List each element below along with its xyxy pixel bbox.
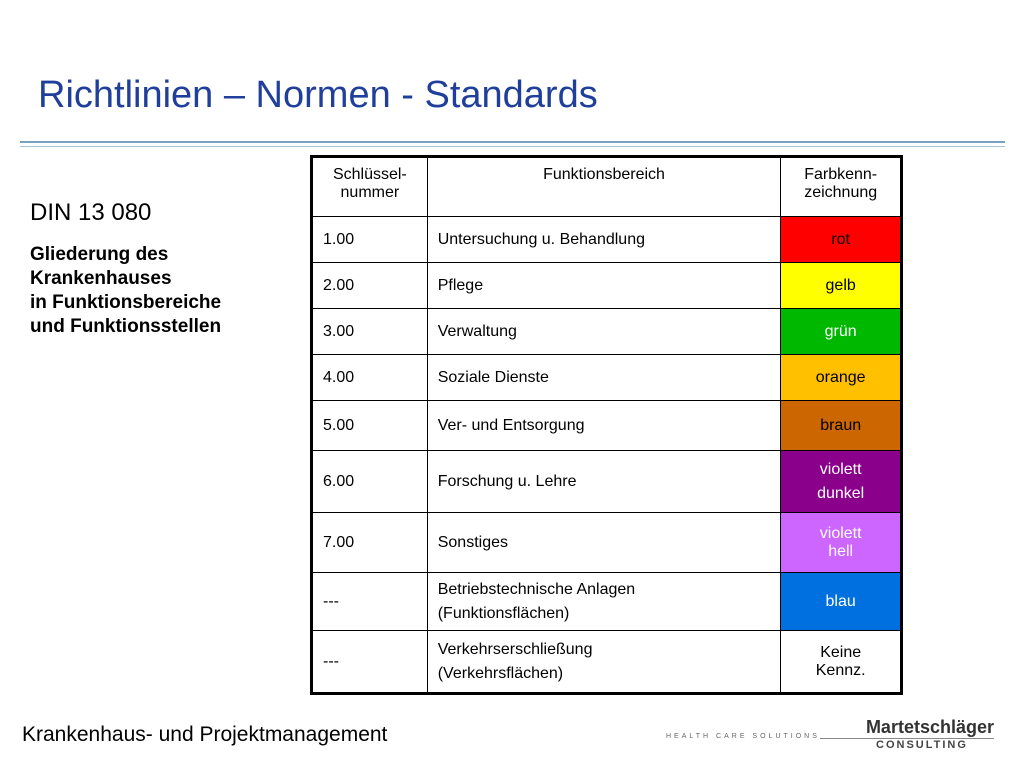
function-line: (Funktionsflächen) — [437, 604, 570, 622]
row-function-area — [427, 451, 781, 513]
table-row — [312, 451, 902, 513]
row-color-code — [781, 355, 902, 401]
table-row — [312, 263, 902, 309]
description-line: Krankenhauses — [30, 268, 172, 289]
color-label: orange — [815, 368, 866, 386]
title-divider — [20, 141, 1005, 143]
function-line: (Verkehrsflächen) — [437, 664, 564, 682]
table-header-row — [312, 157, 902, 217]
row-color-code — [781, 309, 902, 355]
color-label: hell — [828, 542, 854, 560]
description-line: und Funktionsstellen — [30, 316, 222, 337]
row-key-number: 5.00 — [312, 401, 428, 451]
row-key-number: 1.00 — [312, 217, 428, 263]
header-color-code — [781, 157, 902, 217]
table-row — [312, 217, 902, 263]
function-line: Verkehrserschließung — [437, 640, 593, 658]
row-color-code — [781, 631, 902, 694]
function-line: Verwaltung — [437, 322, 517, 340]
row-key-number: 7.00 — [312, 513, 428, 573]
function-line: Untersuchung u. Behandlung — [437, 230, 645, 248]
page-title: Richtlinien – Normen - Standards — [38, 74, 598, 116]
din-standard: DIN 13 080 — [30, 199, 152, 226]
description — [30, 243, 290, 339]
row-function-area — [427, 513, 781, 573]
row-function-area — [427, 573, 781, 631]
color-label: dunkel — [817, 484, 865, 502]
function-line: Ver- und Entsorgung — [437, 416, 585, 434]
row-color-code — [781, 263, 902, 309]
row-key-number: 2.00 — [312, 263, 428, 309]
color-label: gelb — [825, 276, 856, 294]
row-function-area — [427, 355, 781, 401]
row-key-number: --- — [312, 631, 428, 694]
footer-text: Krankenhaus- und Projektmanagement — [22, 723, 388, 746]
table-row — [312, 355, 902, 401]
table-row — [312, 631, 902, 694]
row-function-area — [427, 263, 781, 309]
logo-tagline: HEALTH CARE SOLUTIONS — [666, 733, 820, 740]
description-line: Gliederung des — [30, 244, 169, 265]
row-function-area — [427, 631, 781, 694]
row-key-number: --- — [312, 573, 428, 631]
row-function-area — [427, 309, 781, 355]
header-line: Funktionsbereich — [543, 166, 665, 183]
function-line: Sonstiges — [437, 533, 508, 551]
row-color-code — [781, 573, 902, 631]
header-function-area — [427, 157, 781, 217]
header-line: nummer — [340, 184, 400, 201]
description-line: in Funktionsbereiche — [30, 292, 222, 313]
row-function-area — [427, 401, 781, 451]
row-key-number: 3.00 — [312, 309, 428, 355]
color-label: violett — [819, 460, 862, 478]
row-key-number: 6.00 — [312, 451, 428, 513]
color-label: violett — [819, 524, 862, 542]
row-key-number: 4.00 — [312, 355, 428, 401]
row-color-code — [781, 217, 902, 263]
header-line: zeichnung — [804, 184, 878, 201]
row-color-code — [781, 401, 902, 451]
color-label: grün — [824, 322, 857, 340]
color-label: rot — [831, 230, 850, 248]
row-color-code — [781, 451, 902, 513]
row-function-area — [427, 217, 781, 263]
title-divider-thin — [20, 146, 1005, 147]
logo-name: Martetschläger — [865, 717, 994, 737]
header-key-number — [312, 157, 428, 217]
color-label: Kennz. — [815, 661, 866, 679]
table-row — [312, 401, 902, 451]
color-label: braun — [820, 416, 862, 434]
company-logo — [820, 717, 994, 753]
function-line: Pflege — [437, 276, 484, 294]
table-row — [312, 573, 902, 631]
header-line: Farbkenn- — [804, 166, 878, 183]
function-area-table — [310, 155, 903, 695]
table-row — [312, 309, 902, 355]
row-color-code — [781, 513, 902, 573]
function-line: Soziale Dienste — [437, 368, 549, 386]
logo-sub: CONSULTING — [876, 739, 968, 751]
table-row — [312, 513, 902, 573]
function-line: Forschung u. Lehre — [437, 472, 577, 490]
function-line: Betriebstechnische Anlagen — [437, 580, 636, 598]
header-line: Schlüssel- — [332, 166, 407, 183]
color-label: Keine — [820, 643, 862, 661]
color-label: blau — [825, 592, 856, 610]
